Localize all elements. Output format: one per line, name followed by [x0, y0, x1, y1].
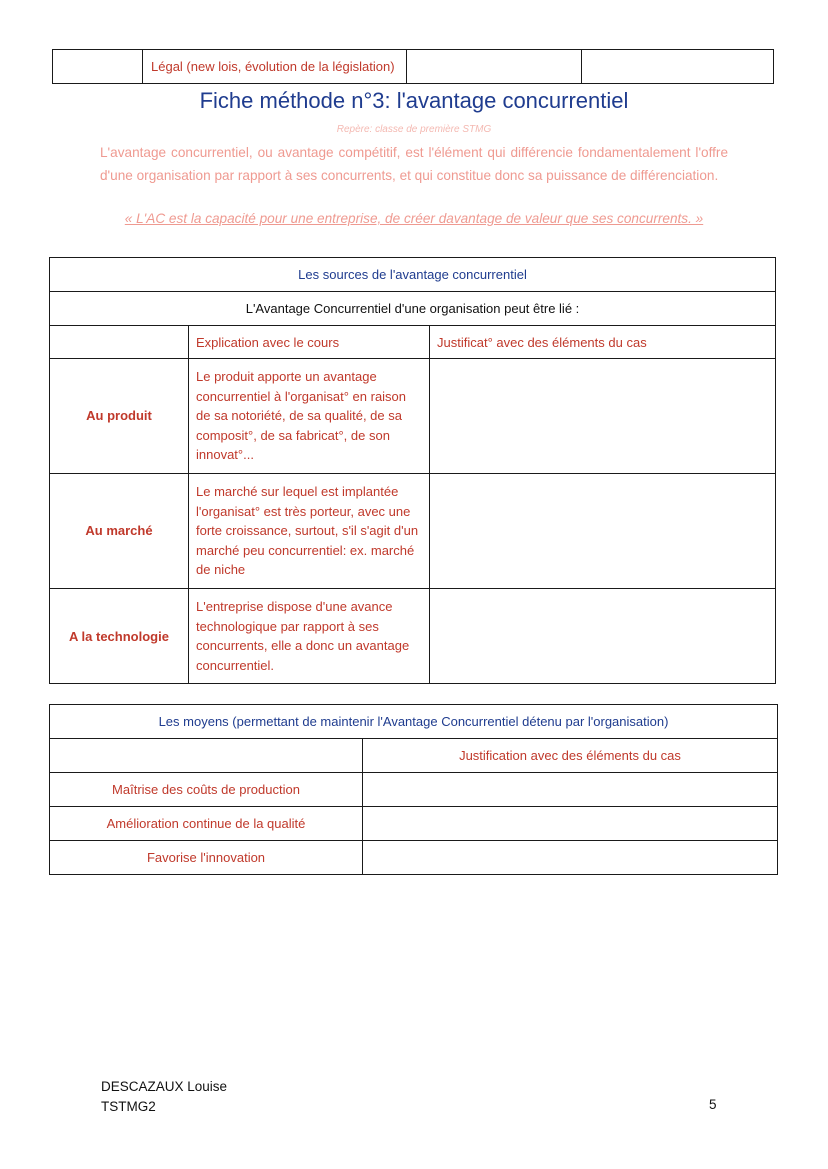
row-label-technologie: A la technologie	[50, 588, 189, 683]
page-number: 5	[709, 1097, 717, 1112]
table-row	[50, 807, 778, 841]
row-label-marche: Au marché	[50, 473, 189, 588]
justification-cell	[430, 359, 776, 474]
moyen-label: Amélioration continue de la qualité	[50, 807, 363, 841]
table-cell	[407, 50, 582, 84]
column-header-explication: Explication avec le cours	[189, 326, 430, 359]
moyens-table	[49, 704, 778, 875]
page-title: Fiche méthode n°3: l'avantage concurrentiel	[199, 88, 629, 113]
justification-cell	[430, 473, 776, 588]
legal-cell: Légal (new lois, évolution de la législation)	[143, 50, 407, 84]
sources-table	[49, 257, 776, 684]
table-cell	[50, 739, 363, 773]
intro-paragraph: L'avantage concurrentiel, ou avantage compétitif, est l'élément qui différencie fondamentalement l'offre d'une organisation par rapport à ses concurrents, et qui constitue donc sa puissance de différenciation.	[100, 145, 728, 183]
footer-class: TSTMG2	[101, 1099, 156, 1114]
explication-cell: Le produit apporte un avantage concurrentiel à l'organisat° en raison de sa notoriété, de sa qualité, de sa composit°, de sa fabricat°, de son innovat°...	[189, 359, 430, 474]
justification-cell	[430, 588, 776, 683]
justification-cell	[363, 773, 778, 807]
top-table-fragment	[52, 49, 774, 84]
sources-table-subheader: L'Avantage Concurrentiel d'une organisation peut être lié :	[50, 292, 776, 326]
justification-cell	[363, 807, 778, 841]
justification-cell	[363, 841, 778, 875]
explication-cell: L'entreprise dispose d'une avance technologique par rapport à ses concurrents, elle a donc un avantage concurrentiel.	[189, 588, 430, 683]
footer	[101, 1077, 227, 1117]
moyen-label: Maîtrise des coûts de production	[50, 773, 363, 807]
table-cell	[53, 50, 143, 84]
table-cell	[50, 326, 189, 359]
reperes-note: Repère: classe de première STMG	[336, 124, 492, 135]
explication-cell: Le marché sur lequel est implantée l'organisat° est très porteur, avec une forte croissance, surtout, s'il s'agit d'un marché peu concurrentiel: ex. marché de niche	[189, 473, 430, 588]
column-header-justification: Justificat° avec des éléments du cas	[430, 326, 776, 359]
table-row	[50, 473, 776, 588]
row-label-produit: Au produit	[50, 359, 189, 474]
column-header-justification: Justification avec des éléments du cas	[363, 739, 778, 773]
moyens-table-header: Les moyens (permettant de maintenir l'Avantage Concurrentiel détenu par l'organisation)	[50, 705, 778, 739]
table-cell	[582, 50, 774, 84]
table-row	[50, 841, 778, 875]
table-row	[50, 773, 778, 807]
table-row	[50, 588, 776, 683]
sources-table-header: Les sources de l'avantage concurrentiel	[50, 258, 776, 292]
footer-author: DESCAZAUX Louise	[101, 1079, 228, 1094]
definition-quote: « L'AC est la capacité pour une entreprise, de créer davantage de valeur que ses concurrents. »	[124, 211, 704, 226]
moyen-label: Favorise l'innovation	[50, 841, 363, 875]
table-row	[50, 359, 776, 474]
